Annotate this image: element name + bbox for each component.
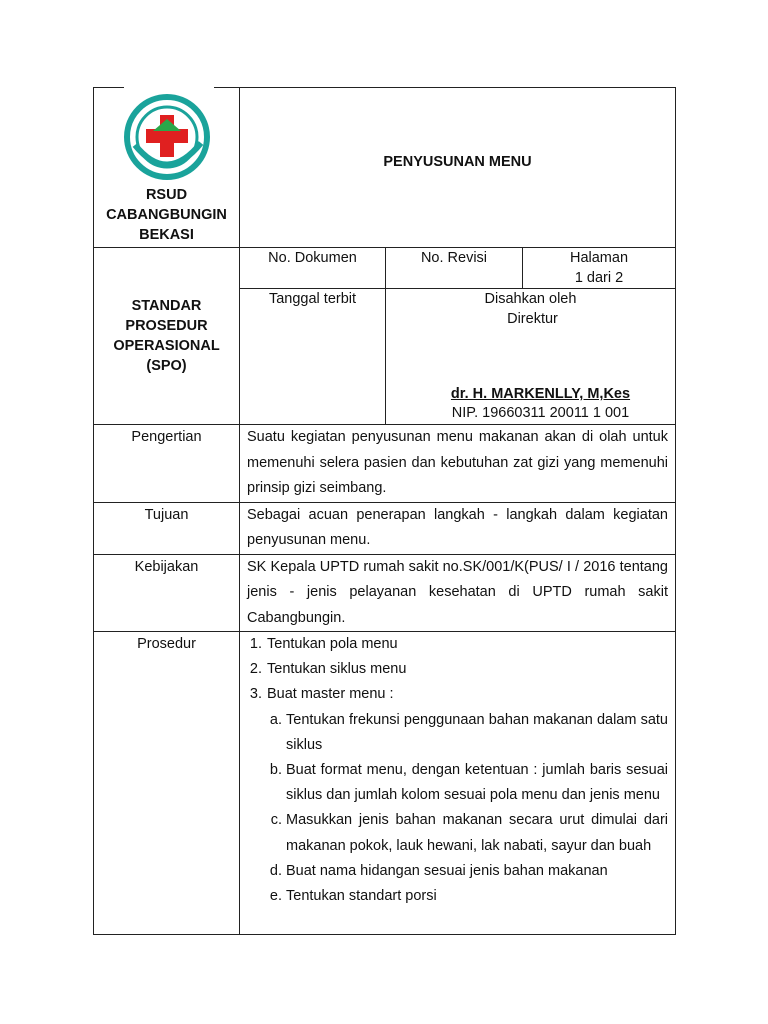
list-item: e. Tentukan standart porsi bbox=[286, 884, 668, 909]
section-tujuan bbox=[94, 502, 676, 554]
issue-date-label: Tanggal terbit bbox=[240, 289, 386, 425]
page-info: Halaman 1 dari 2 bbox=[523, 248, 676, 289]
approved-by-label: Disahkan oleh bbox=[484, 291, 577, 307]
doc-info-row bbox=[94, 248, 676, 289]
list-item: 3. Buat master menu : a. Tentukan frekunsi penggunaan bahan makanan dalam satu siklus b. Buat format menu, dengan ketentuan : jumlah baris sesuai siklus dan jumlah kolom sesuai pola menu dan jenis menu c. Masukkan jenis bahan makanan secara urut dimulai dari makanan pokok, lauk hewani, lak nabati, sayur dan buah d. Buat nama hidangan sesuai jenis bahan makanan e. Tentukan standart porsi bbox=[266, 682, 668, 909]
document-title: PENYUSUNAN MENU bbox=[240, 88, 676, 248]
list-item: d. Buat nama hidangan sesuai jenis bahan makanan bbox=[286, 859, 668, 884]
section-label: Tujuan bbox=[94, 502, 240, 554]
approver-nip: NIP. 19660311 20011 1 001 bbox=[451, 405, 630, 421]
spo-label: STANDAR PROSEDUR OPERASIONAL (SPO) bbox=[94, 248, 240, 425]
procedure-steps bbox=[240, 632, 676, 935]
header-row bbox=[94, 88, 676, 248]
doc-number-label: No. Dokumen bbox=[240, 248, 386, 289]
section-pengertian bbox=[94, 425, 676, 503]
approver-name: dr. H. MARKENLLY, M,Kes bbox=[450, 386, 631, 402]
section-label: Prosedur bbox=[94, 632, 240, 935]
list-item: c. Masukkan jenis bahan makanan secara urut dimulai dari makanan pokok, lauk hewani, lak nabati, sayur dan buah bbox=[286, 808, 668, 858]
section-label: Pengertian bbox=[94, 425, 240, 503]
section-prosedur bbox=[94, 632, 676, 935]
revision-label: No. Revisi bbox=[386, 248, 523, 289]
section-text: Suatu kegiatan penyusunan menu makanan akan di olah untuk memenuhi selera pasien dan kebutuhan zat gizi yang memenuhi prinsip gizi seimbang. bbox=[240, 425, 676, 503]
hospital-name: RSUD CABANGBUNGIN BEKASI bbox=[106, 187, 227, 243]
logo-cell bbox=[94, 88, 240, 248]
hospital-logo-icon bbox=[121, 93, 213, 181]
list-item: 1. Tentukan pola menu bbox=[266, 632, 668, 657]
approval-block bbox=[386, 289, 676, 425]
list-item: 2. Tentukan siklus menu bbox=[266, 657, 668, 682]
section-text: SK Kepala UPTD rumah sakit no.SK/001/K(PUS/ I / 2016 tentang jenis - jenis pelayanan kesehatan di UPTD rumah sakit Cabangbungin. bbox=[240, 554, 676, 632]
section-label: Kebijakan bbox=[94, 554, 240, 632]
section-kebijakan bbox=[94, 554, 676, 632]
list-item: a. Tentukan frekunsi penggunaan bahan makanan dalam satu siklus bbox=[286, 708, 668, 758]
section-text: Sebagai acuan penerapan langkah - langkah dalam kegiatan penyusunan menu. bbox=[240, 502, 676, 554]
spo-table bbox=[93, 87, 676, 935]
list-item: b. Buat format menu, dengan ketentuan : jumlah baris sesuai siklus dan jumlah kolom sesuai pola menu dan jenis menu bbox=[286, 758, 668, 808]
approver-title: Direktur bbox=[507, 311, 558, 327]
